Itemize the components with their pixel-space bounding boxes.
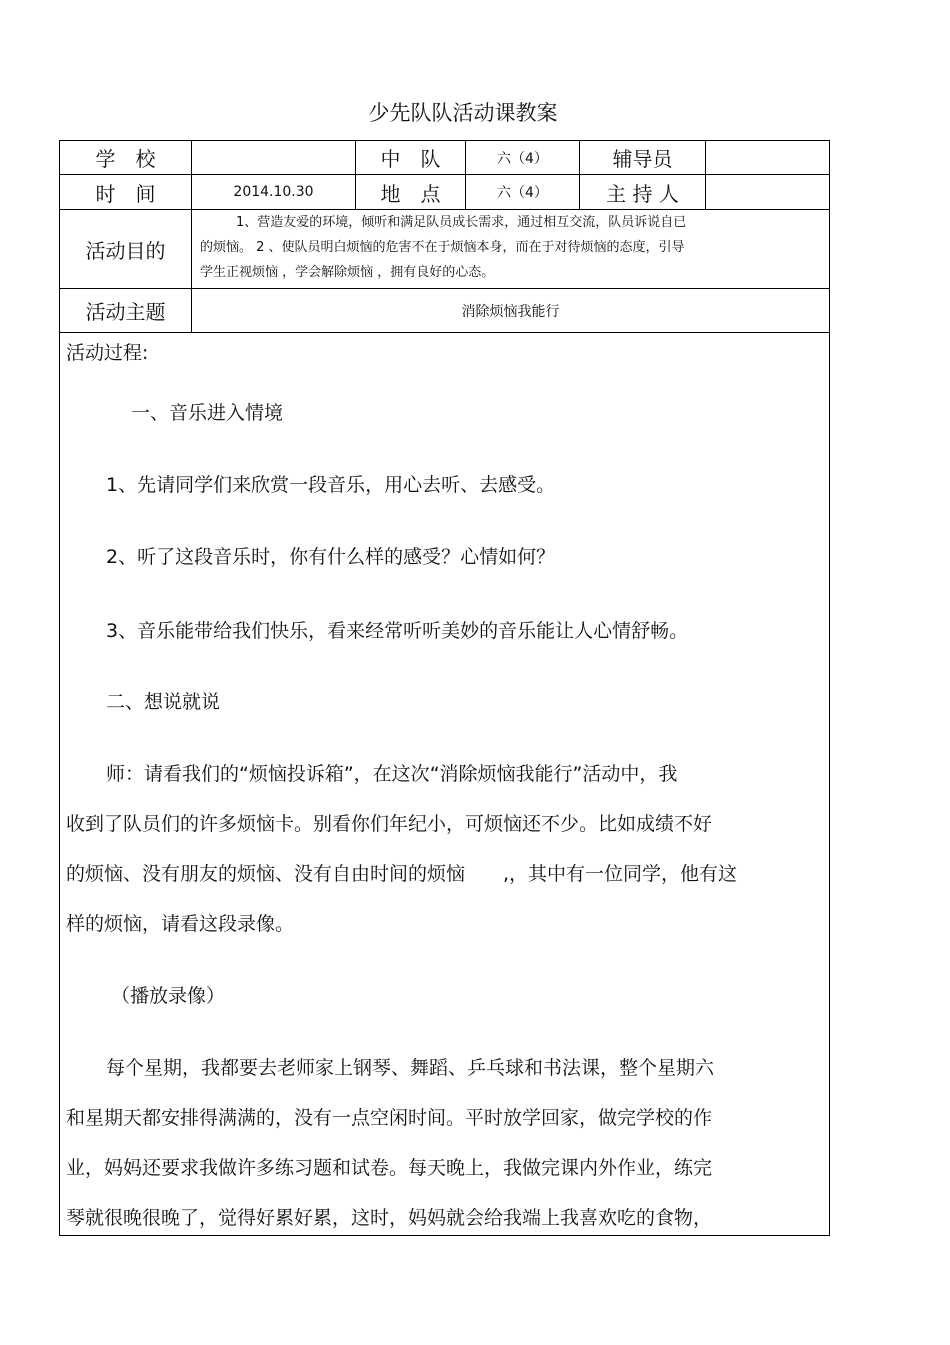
theme-label: 活动主题	[85, 300, 166, 324]
process-label: 活动过程:	[66, 342, 149, 364]
place-label: 地 点	[380, 181, 441, 206]
paragraph: 业，妈妈还要求我做许多练习题和试卷。每天晚上，我做完课内外作业，练完	[66, 1157, 713, 1179]
section-heading: 二、想说就说	[106, 691, 221, 713]
paragraph: 3、音乐能带给我们快乐，看来经常听听美妙的音乐能让人心情舒畅。	[106, 620, 689, 642]
advisor-label: 辅导员	[612, 147, 673, 171]
row-divider	[60, 332, 829, 333]
paragraph: 1、先请同学们来欣赏一段音乐，用心去听、去感受。	[106, 474, 556, 496]
paragraph: （播放录像）	[111, 985, 226, 1007]
time-label: 时 间	[95, 181, 156, 206]
school-label: 学 校	[95, 147, 156, 171]
theme-value: 消除烦恼我能行	[461, 303, 560, 320]
paragraph: 每个星期，我都要去老师家上钢琴、舞蹈、乒乓球和书法课，整个星期六	[106, 1057, 715, 1079]
paragraph: 琴就很晚很晚了，觉得好累好累，这时，妈妈就会给我端上我喜欢吃的食物，	[66, 1207, 713, 1229]
purpose-line: 学生正视烦恼 ，学会解除烦恼 ，拥有良好的心态。	[200, 265, 495, 280]
squad-value: 六（4）	[497, 150, 548, 167]
paragraph: 的烦恼、没有朋友的烦恼、没有自由时间的烦恼 ,，其中有一位同学，他有这	[66, 863, 738, 885]
paragraph: 样的烦恼，请看这段录像。	[66, 913, 295, 935]
page-title: 少先队队活动课教案	[368, 101, 558, 125]
purpose-text	[200, 210, 780, 285]
lesson-plan-table	[59, 140, 830, 1236]
host-value	[706, 175, 829, 209]
time-value: 2014.10.30	[233, 184, 314, 200]
purpose-label: 活动目的	[85, 238, 166, 263]
school-value	[192, 141, 355, 174]
section-heading: 一、音乐进入情境	[131, 402, 284, 424]
purpose-line: 1、营造友爱的环境，倾听和满足队员成长需求，通过相互交流，队员诉说自已	[236, 215, 687, 230]
paragraph: 和星期天都安排得满满的，没有一点空闲时间。平时放学回家，做完学校的作	[66, 1107, 713, 1129]
paragraph: 师：请看我们的“烦恼投诉箱”，在这次“消除烦恼我能行”活动中，我	[106, 763, 678, 785]
purpose-line: 的烦恼。 2 、使队员明白烦恼的危害不在于烦恼本身，而在于对待烦恼的态度，引导	[200, 240, 685, 255]
paragraph: 2、听了这段音乐时，你有什么样的感受？心情如何？	[106, 546, 556, 568]
advisor-value	[706, 141, 829, 174]
squad-label: 中 队	[380, 147, 441, 171]
place-value: 六（4）	[497, 185, 548, 201]
paragraph: 收到了队员们的许多烦恼卡。别看你们年纪小，可烦恼还不少。比如成绩不好	[66, 813, 713, 835]
host-label: 主 持 人	[606, 181, 679, 206]
